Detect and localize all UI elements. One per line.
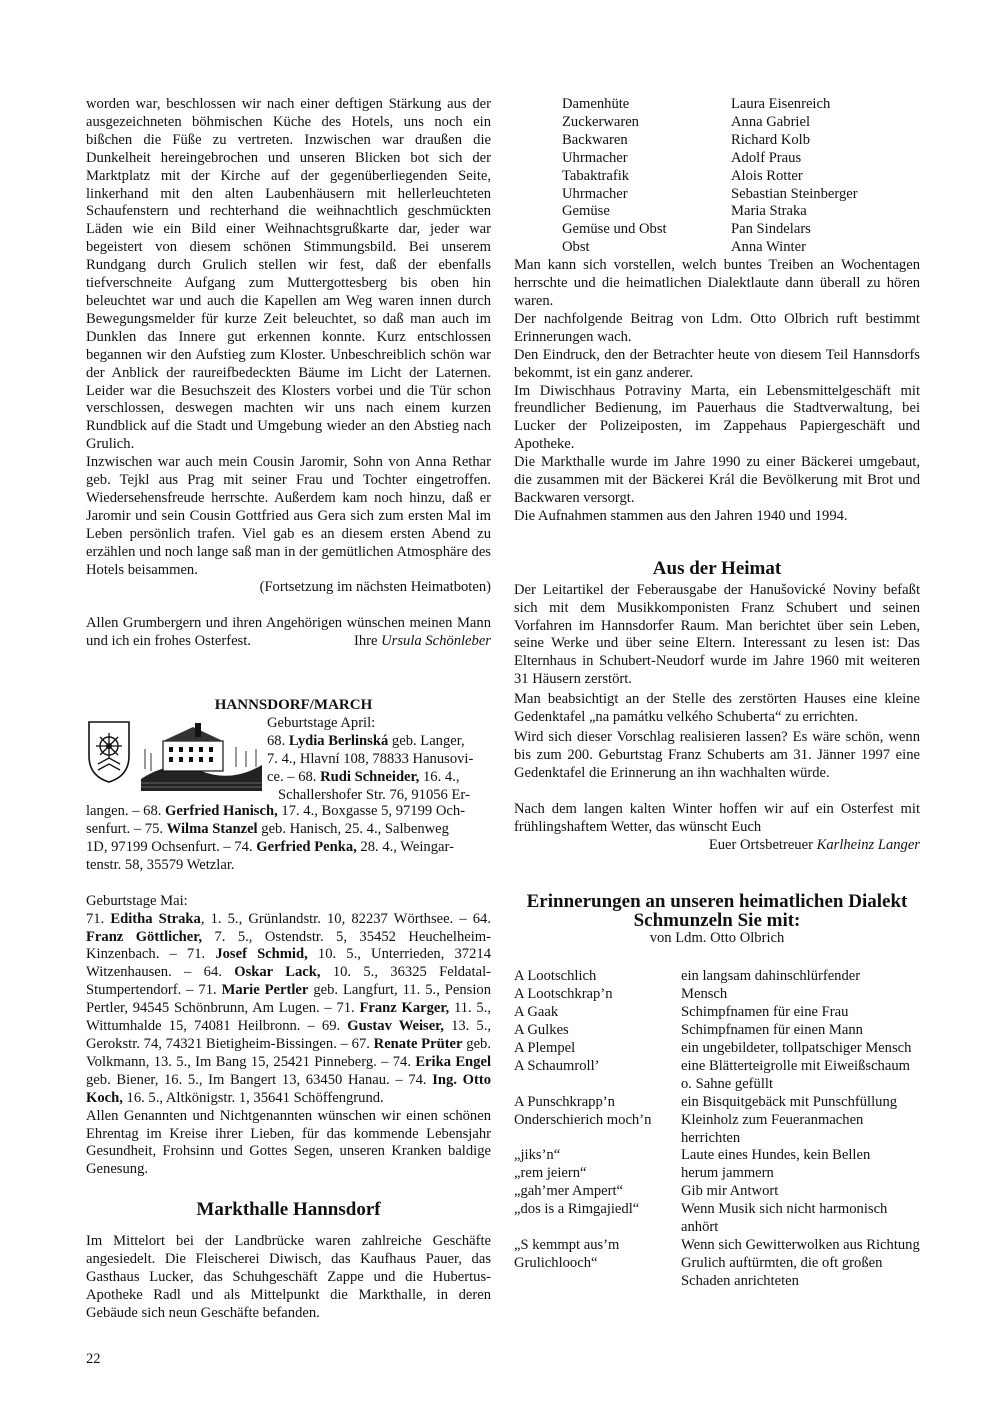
market-paragraph: Die Markthalle wurde im Jahre 1990 zu einer Bäckerei umgebaut, die zusammen mit der Bäckerei Král die Bevölkerung mit Brot und Backwaren versorgt. [514, 454, 920, 506]
spring-wish: Nach dem langen kalten Winter hoffen wir auf ein Osterfest mit frühlingshaftem Wetter, das wünscht Euch [514, 800, 920, 835]
dialect-heading: Erinnerungen an unseren heimatlichen Dialekt [526, 891, 908, 913]
shop-owner: Pan Sindelars [731, 221, 811, 238]
birthday-name: Erika Engel [415, 1053, 491, 1070]
dialect-entry [514, 1058, 920, 1094]
dialect-meaning: ein langsam dahinschlürfender [681, 968, 861, 985]
dialect-term: A Gulkes [514, 1022, 569, 1039]
shop-owner: Alois Rotter [731, 167, 803, 184]
dialect-entry [514, 968, 920, 986]
shop-row [562, 203, 858, 221]
signoff: Euer Ortsbetreuer Karlheinz Langer [708, 836, 920, 853]
market-paragraph: Den Eindruck, den der Betrachter heute von diesem Teil Hannsdorfs bekommt, ist ein ganz anderer. [514, 346, 920, 381]
shop-row [562, 114, 858, 132]
dialect-meaning: Gib mir Antwort [681, 1183, 779, 1200]
market-paragraph: Man kann sich vorstellen, welch buntes Treiben an Wochentagen herrschte und die heimatlichen Dialektlaute dann überall zu hören waren. [514, 257, 920, 309]
birthday-name: Oskar Lack, [234, 964, 321, 981]
market-paragraph: Der nachfolgende Beitrag von Ldm. Otto Olbrich ruft bestimmt Erinnerungen wach. [514, 310, 920, 345]
dialect-meaning: Mensch [681, 986, 728, 1003]
shop-owner: Richard Kolb [731, 131, 811, 148]
story-paragraph: worden war, beschlossen wir nach einer deftigen Stärkung aus der ausgezeichneten böhmischen Küche des Hotels, uns noch ein bißchen die Füße zu vertreten. Inzwischen war draußen die Dunkelheit hereingebrochen und unseren Blicken bot sich der Marktplatz mit der Kirche auf der gegenüberliegenden Seite, linkerhand mit den alten Laubenhäusern mit hellerleuchteten Schaufenstern und rechterhand die weihnachtlich geschmückten Läden wie ein Bild einer Weihnachtsgrußkarte dar, jeder war begeistert von diesem schönen Stimmungsbild. Bei unserem Rundgang durch Grulich stellen wir fest, daß der ebenfalls tiefverschneite Aufgang zum Muttergottesberg bis oben hin beleuchtet war und auch die Kapellen am Weg waren innen durch Bewegungsmelder für kurze Zeit beleuchtet, so daß man auch im Dunklen das Innere gut erkennen konnte. Kurz entschlossen begannen wir den Aufstieg zum Kloster. Unbeschreiblich schön war der Anblick der raureifbedeckten Bäume im Licht der Laternen. Leider war die Besuchszeit des Klosters vorbei und die Tür schon verschlossen, deswegen machten wir uns nach einem kurzen Rundblick auf die Stadt und Umgebung wieder an den Abstieg nach Grulich. [86, 96, 491, 453]
market-paragraph: Im Diwischhaus Potraviny Marta, ein Lebensmittelgeschäft mit freundlicher Bedienung, im Pauerhaus die Stadtverwaltung, bei Lucker der Polizeiposten, im Zappehaus Papiergeschäft und Apotheke. [514, 382, 920, 453]
dialect-entry [514, 1147, 920, 1165]
heimat-paragraph: Man beabsichtigt an der Stelle des zerstörten Hauses eine kleine Gedenktafel „na památku velkého Schuberta“ zu errichten. [514, 691, 920, 726]
birthday-name: Franz Karger, [359, 1000, 450, 1017]
shop-row [562, 221, 858, 239]
dialect-entry [514, 1165, 920, 1183]
dialect-meaning: eine Blätterteigrolle mit Eiweißschaum o. Sahne gefüllt [681, 1057, 910, 1092]
shop-type: Tabaktrafik [562, 167, 630, 184]
left-column: worden war, beschlossen wir nach einer deftigen Stärkung aus der ausgezeichneten böhmischen Küche des Hotels, uns noch ein bißchen die Füße zu vertreten. Inzwischen war draußen die Dunkelheit hereingebrochen und unseren Blicken bot sich der Marktplatz mit der Kirche auf der gegenüberliegenden Seite, linkerhand mit den alten Laubenhäusern mit hellerleuchteten Schaufenstern und rechterhand die weihnachtlich geschmückten Läden wie ein Bild einer Weihnachtsgrußkarte dar, jeder war begeistert von diesem schönen Stimmungsbild. Bei unserem Rundgang durch Grulich stellen wir fest, daß der ebenfalls tiefverschneite Aufgang zum Muttergottesberg bis oben hin beleuchtet war und auch die Kapellen am Weg waren innen durch Bewegungsmelder für kurze Zeit beleuchtet, so daß man auch im Dunklen das Innere gut erkennen konnte. Kurz entschlossen begannen wir den Aufstieg zum Kloster. Unbeschreiblich schön war der Anblick der raureifbedeckten Bäume im Licht der Laternen. Leider war die Besuchszeit des Klosters vorbei und die Tür schon verschlossen, deswegen machten wir uns nach einem kurzen Rundblick auf die Stadt und Umgebung wieder an den Abstieg nach Grulich. Inzwischen war auch mein Cousin Jaromir, Sohn von Anna Rethar geb. Tejkl aus Prag mit seiner Frau und Tochter eingetroffen. Wiedersehensfreude herrschte. Außerdem kam noch hinzu, daß er Jaromir und sein Cousin Gottfried aus Gera sich zum ersten Mal im Leben persönlich trafen. Viel gab es an diesem ersten Abend zu erzählen und noch lange saß man in der gemütlichen Atmosphäre des Hotels beisammen. (Fortsetzung im nächsten Heimatboten) Allen Grumbergern und ihren Angehörigen wünschen meinen Mann und ich ein frohes Osterfest. Ihre Ursula Schönleber HANNSDORF/MARCH Geburtstage April: 68. Lydia Berlinská geb. Langer, 7. 4., Hlavní 108, 78833 Hanusovi- ce. – 68. Rudi Schneider, 16. 4., Schallershofer Str. 76, 91056 Er- langen. – 68. Gerfried Hanisch, 17. 4., Boxgasse 5, 97199 Och- senfurt. – 75. Wilma Stanzel geb. Hanisch, 25. 4., Salbenweg 1D, 97199 Ochsenfurt. – 74. Gerfried Penka, 28. 4., Weingar- tenstr. 58, 35579 Wetzlar. Geburtstage Mai: 71. Editha Straka, 1. 5., Grünlandstr. 10, 82237 Wörthsee. – 64. Franz Göttlicher, 7. 5., Ostendstr. 5, 35452 Heuchelheim-Kinzenbach. – 71. Josef Schmid, 10. 5., Unterrieden, 37214 Witzenhausen. – 64. Oskar Lack, 10. 5., 36325 Feldatal-Stumpertendorf. – 71. Marie Pertler geb. Langfurt, 11. 5., Pension Pertler, 94545 Schönbrunn, Am Lugen. – 71. Franz Karger, 11. 5., Wittumhalde 15, 74081 Heilbronn. – 69. Gustav Weiser, 13. 5., Gerokstr. 74, 74321 Bietigheim-Bissingen. – 67. Renate Prüter geb. Volkmann, 13. 5., Im Bang 15, 25421 Pinneberg. – 74. Erika Engel geb. Biener, 16. 5., Im Bangert 13, 63450 Hanau. – 74. Ing. Otto Koch, 16. 5., Altkönigstr. 1, 35641 Schöffengrund. Allen Genannten und Nichtgenannten wünschen wir einen schönen Ehrentag im Kreise ihrer Lieben, für das kommende Lebensjahr Gesundheit, Frohsinn und Gottes Segen, unseren Kranken baldige Genesung. Markthalle Hannsdorf Im Mittelort bei der Landbrücke waren zahlreiche Geschäfte angesiedelt. Die Fleischerei Diwisch, das Kaufhaus Pauer, das Gasthaus Lucker, das Schuhgeschäft Zappe und die Hubertus-Apotheke Radl und als Mittelpunkt die Markthalle, in deren Gebäude sich neun Geschäfte befanden. [86, 96, 492, 1321]
shop-row [562, 96, 858, 114]
heimat-paragraph: Der Leitartikel der Feberausgabe der Hanušovické Noviny befaßt sich mit dem Musikkomponisten Franz Schubert und seinen Vorfahren im Hannsdorfer Raum. Man berichtet über sein Leben, seine Werke und über seine Eltern. Interessant zu lesen ist: Das Elternhaus in Schubert-Neudorf wurde im Jahre 1960 mit weiteren 31 Häusern zerstört. [514, 581, 920, 688]
dialect-table [514, 968, 920, 1290]
right-column [514, 96, 920, 1291]
shop-row [562, 168, 858, 186]
dialect-term: A Punschkrapp’n [514, 1093, 615, 1110]
shop-type: Zuckerwaren [562, 113, 639, 130]
birthday-name: Gustav Weiser, [347, 1018, 444, 1035]
markthalle-heading: Markthalle Hannsdorf [196, 1199, 381, 1221]
coat-of-arms-icon [86, 718, 132, 784]
dialect-entry [514, 1183, 920, 1201]
shop-row [562, 239, 858, 257]
dialect-entry [514, 1004, 920, 1022]
continuation-note: (Fortsetzung im nächsten Heimatboten) [259, 579, 491, 596]
dialect-term: A Plempel [514, 1039, 576, 1056]
market-paragraph: Die Aufnahmen stammen aus den Jahren 1940 und 1994. [514, 507, 848, 524]
birthday-name: Editha Straka [110, 910, 201, 927]
dialect-subheading: Schmunzeln Sie mit: [633, 910, 801, 932]
dialect-term: „S kemmpt aus’m Grulichlooch“ [514, 1236, 620, 1271]
dialect-meaning: Laute eines Hundes, kein Bellen [681, 1147, 871, 1164]
dialect-meaning: ein Bisquitgebäck mit Punschfüllung [681, 1093, 898, 1110]
shop-type: Uhrmacher [562, 149, 628, 166]
shop-owner: Sebastian Steinberger [731, 185, 858, 202]
dialect-entry [514, 1201, 920, 1237]
town-photo [141, 719, 262, 791]
easter-greeting: Allen Grumbergern und ihren Angehörigen wünschen meinen Mann und ich ein frohes Osterfest. Ihre Ursula Schönleber [86, 615, 491, 650]
birthday-wishes: Allen Genannten und Nichtgenannten wünschen wir einen schönen Ehrentag im Kreise ihrer Lieben, für das kommende Lebensjahr Gesundheit, Frohsinn und Gottes Segen, unseren Kranken baldige Genesung. [86, 1107, 491, 1178]
dialect-meaning: Schimpfnamen für einen Mann [681, 1022, 863, 1039]
page-number: 22 [86, 1351, 101, 1367]
may-birthdays: 71. Editha Straka, 1. 5., Grünlandstr. 10, 82237 Wörthsee. – 64. Franz Göttlicher, 7. 5., Ostendstr. 5, 35452 Heuchelheim-Kinzenbach. – 71. Josef Schmid, 10. 5., Unterrieden, 37214 Witzenhausen. – 64. Oskar Lack, 10. 5., 36325 Feldatal-Stumpertendorf. – 71. Marie Pertler geb. Langfurt, 11. 5., Pension Pertler, 94545 Schönbrunn, Am Lugen. – 71. Franz Karger, 11. 5., Wittumhalde 15, 74081 Heilbronn. – 69. Gustav Weiser, 13. 5., Gerokstr. 74, 74321 Bietigheim-Bissingen. – 67. Renate Prüter geb. Volkmann, 13. 5., Im Bang 15, 25421 Pinneberg. – 74. Erika Engel geb. Biener, 16. 5., Im Bangert 13, 63450 Hanau. – 74. Ing. Otto Koch, 16. 5., Altkönigstr. 1, 35641 Schöffengrund. [86, 910, 492, 1106]
shop-type: Uhrmacher [562, 185, 628, 202]
shop-owner: Anna Winter [731, 239, 806, 256]
dialect-term: „dos is a Rimgajiedl“ [514, 1201, 640, 1218]
dialect-meaning: ein ungebildeter, tollpatschiger Mensch [681, 1039, 912, 1056]
markthalle-text: Im Mittelort bei der Landbrücke waren zahlreiche Geschäfte angesiedelt. Die Fleischerei Diwisch, das Kaufhaus Pauer, das Gasthaus Lucker, das Schuhgeschäft Zappe und die Hubertus-Apotheke Radl und als Mittelpunkt die Markthalle, in deren Gebäude sich neun Geschäfte befanden. [86, 1233, 491, 1321]
shop-type: Gemüse [562, 203, 610, 220]
shop-list [562, 96, 858, 257]
dialect-term: „jiks’n“ [514, 1147, 561, 1164]
dialect-term: „rem jeiern“ [514, 1165, 587, 1182]
shop-row [562, 186, 858, 204]
dialect-term: Onderschierich moch’n [514, 1111, 652, 1128]
shop-row [562, 150, 858, 168]
dialect-entry [514, 1112, 920, 1148]
april-block: Geburtstage April: 68. Lydia Berlinská geb. Langer, 7. 4., Hlavní 108, 78833 Hanusovi- ce. – 68. Rudi Schneider, 16. 4., Schallershofer Str. 76, 91056 Er- [86, 715, 491, 803]
april-label: Geburtstage April: [267, 715, 376, 732]
dialect-meaning: Wenn sich Gewitterwolken aus Richtung Grulich auftürmten, die oft großen Schaden anrichteten [681, 1236, 920, 1289]
market-paragraphs [514, 257, 920, 526]
may-label: Geburtstage Mai: [86, 892, 188, 909]
heimat-heading: Aus der Heimat [652, 557, 782, 579]
birthday-name: Marie Pertler [221, 982, 309, 999]
story-paragraph: Inzwischen war auch mein Cousin Jaromir, Sohn von Anna Rethar geb. Tejkl aus Prag mit seiner Frau und Tochter eingetroffen. Wiedersehensfreude herrschte. Außerdem kam noch hinzu, daß er Jaromir und sein Cousin Gottfried aus Gera sich zum ersten Mal im Leben persönlich trafen. Viel gab es an diesem ersten Abend zu erzählen und noch lange saß man in der gemütlichen Atmosphäre des Hotels beisammen. [86, 454, 491, 578]
dialect-entry [514, 1237, 920, 1291]
birthday-name: Ing. Otto Koch, [86, 1071, 492, 1106]
shop-owner: Adolf Praus [731, 149, 802, 166]
dialect-term: A Gaak [514, 1004, 559, 1021]
shop-owner: Laura Eisenreich [731, 96, 831, 112]
heimat-paragraphs [514, 582, 920, 783]
dialect-entry [514, 1094, 920, 1112]
birthday-name: Josef Schmid, [215, 946, 308, 963]
dialect-meaning: Schimpfnamen für eine Frau [681, 1004, 849, 1021]
dialect-term: A Schaumroll’ [514, 1057, 600, 1074]
dialect-byline: von Ldm. Otto Olbrich [649, 930, 785, 947]
shop-owner: Maria Straka [731, 203, 807, 220]
dialect-term: A Lootschkrap’n [514, 986, 613, 1003]
shop-type: Obst [562, 239, 590, 256]
dialect-term: „gah’mer Ampert“ [514, 1183, 623, 1200]
dialect-meaning: Kleinholz zum Feueranmachen herrichten [681, 1111, 864, 1146]
hannsdorf-heading: HANNSDORF/MARCH [214, 697, 373, 714]
birthday-name: Renate Prüter [373, 1035, 463, 1052]
dialect-term: A Lootschlich [514, 968, 597, 985]
dialect-entry [514, 1022, 920, 1040]
dialect-meaning: Wenn Musik sich nicht harmonisch anhört [681, 1201, 888, 1236]
shop-type: Backwaren [562, 131, 628, 148]
dialect-entry [514, 986, 920, 1004]
shop-type: Gemüse und Obst [562, 221, 667, 238]
birthday-name: Franz Göttlicher, [86, 928, 203, 945]
shop-row [562, 132, 858, 150]
shop-owner: Anna Gabriel [731, 113, 811, 130]
dialect-entry [514, 1040, 920, 1058]
heimat-paragraph: Wird sich dieser Vorschlag realisieren lassen? Es wäre schön, wenn bis zum 200. Geburtstag Franz Schuberts am 31. Jänner 1997 eine Gedenktafel die Erinnerung an ihn wachhalten würde. [514, 729, 920, 781]
shop-type: Damenhüte [562, 96, 630, 112]
dialect-meaning: herum jammern [681, 1165, 774, 1182]
